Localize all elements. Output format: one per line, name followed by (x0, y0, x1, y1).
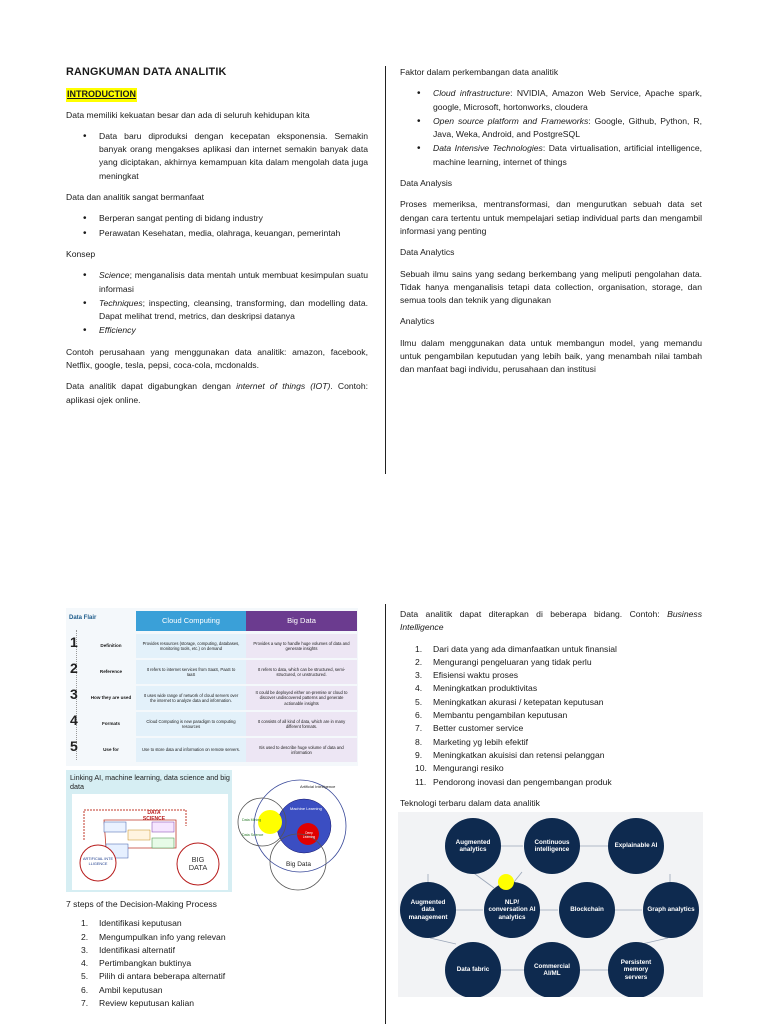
highlight-marker (498, 874, 514, 890)
iot-text (66, 380, 368, 407)
bigdata-cell: Provides a way to handle huge volumes of data and generate insights (246, 634, 357, 658)
benefit-text: Membantu pengambilan keputusan (433, 710, 568, 721)
tech-node: Commercial AI/ML (524, 942, 580, 997)
list-item (66, 297, 368, 324)
concept-text: ; inspecting, cleansing, transforming, dan modelling data. Dapat melihat trend, metrics, dan deskripsi datanya (99, 297, 368, 322)
decision-heading: 7 steps of the Decision-Making Process (66, 899, 217, 909)
row-label: Reference (99, 669, 123, 675)
decision-list (66, 917, 368, 1010)
cloud-cell: Cloud Computing is new paradigm to computing resources (136, 712, 246, 736)
tech-heading: Teknologi terbaru dalam data analitik (400, 797, 540, 808)
row-number: 5 (70, 738, 78, 754)
factors-bullets (400, 87, 702, 169)
tech-node: Continuous intelligence (524, 818, 580, 874)
factor-text: : NVIDIA, Amazon Web Service, Apache spark, google, Microsoft, hortonworks, cloudera (433, 88, 702, 112)
list-item (66, 324, 368, 337)
bigdata-cell: It refers to data, which can be structured, semi-structured, or unstructured. (246, 660, 357, 684)
step-text: Pertimbangkan buktinya (99, 958, 192, 969)
row-number: 4 (70, 712, 78, 728)
list-item: 5. Pilih di antara beberapa alternatif (81, 971, 226, 982)
row-number: 1 (70, 634, 78, 650)
list-item (66, 269, 368, 296)
list-item (400, 87, 702, 114)
factor-text: : Data virtualisation, artificial intelligence, machine learning, internet of things (433, 143, 703, 167)
concept-term: Science (99, 270, 130, 281)
cloud-cell: Provides resources (storage, computing, databases, monitoring tools, etc.) on demand (136, 634, 246, 658)
list-item: 1. Identifikasi keputusan (81, 918, 182, 929)
factor-text: : Google, Github, Python, R, Java, Weka, Android, and PostgreSQL (433, 115, 702, 140)
tech-node: Blockchain (559, 882, 615, 938)
cloud-cell: It refers to internet services from SaaS, PaaS to IaaS (136, 660, 246, 684)
concept-term: Techniques (99, 297, 143, 308)
linking-diagram-svg (66, 770, 232, 892)
list-item: 8. Marketing yg lebih efektif (415, 736, 529, 747)
benefit-text: Marketing yg lebih efektif (433, 736, 529, 747)
analytics-heading: Analytics (400, 316, 435, 327)
application-intro (400, 608, 702, 635)
list-item (400, 142, 702, 169)
list-item: • Berperan sangat penting di bidang industry (66, 212, 368, 225)
list-item: 6. Membantu pengambilan keputusan (415, 710, 568, 721)
list-item: 11. Pendorong inovasi dan pengembangan produk (415, 776, 612, 787)
tech-node: Augmented data management (400, 882, 456, 938)
list-item: 2. Mengumpulkan info yang relevan (81, 931, 226, 942)
benefit-text: Efisiensi waktu proses (433, 670, 519, 681)
process-box (152, 822, 174, 832)
companies-text: Contoh perusahaan yang menggunakan data analitik: amazon, facebook, Netflix, google, tesla, pepsi, coca-cola, mcdonalds. (66, 346, 368, 371)
cloud-cell: It uses wide range of network of cloud servers over the internet to analyze data and information. (136, 686, 246, 710)
list-item: 7. Review keputusan kalian (81, 998, 195, 1009)
factor-term: Cloud infrastructure (433, 88, 511, 99)
intro-term: Business Intelligence (400, 609, 702, 633)
step-text: Review keputusan kalian (99, 998, 195, 1009)
factor-term: Open source platform and Frameworks (433, 115, 589, 126)
venn-diagram (234, 776, 358, 892)
benefit-text: Meningkatkan produktivitas (433, 683, 538, 694)
row-label: How they are used (90, 695, 132, 701)
tech-node: Graph analytics (643, 882, 699, 938)
list-item: 9. Meningkatkan akuisisi dan retensi pelanggan (415, 749, 605, 760)
tech-node: Data fabric (445, 942, 501, 997)
list-item: 3. Efisiensi waktu proses (415, 670, 519, 681)
data-analysis-text: Proses memeriksa, mentransformasi, dan mengurutkan sebuah data set dengan cara tertentu untuk mempelajari setiap individual parts dan mengambil informasi yang penting (400, 199, 702, 236)
data-analytics-heading: Data Analytics (400, 247, 455, 258)
bigdata-cell: It could be deployed either on-premise or cloud to discover undiscovered patterns and generate actionable insights (246, 686, 357, 710)
list-item: 10. Mengurangi resiko (415, 763, 504, 774)
intro-text: Data memiliki kekuatan besar dan ada di seluruh kehidupan kita (66, 109, 310, 120)
analytics-text: Ilmu dalam menggunakan data untuk membangun model, yang memandu untuk pengambilan keputudan yang lebih baik, yang menambah nilai tambah dan manfaat bagi individu, perusahaan dan institusi (400, 337, 702, 375)
benefit-text: Meningkatkan akuisisi dan retensi pelanggan (433, 749, 605, 760)
bigdata-cell: Itis used to describe huge volume of data and information (246, 738, 357, 762)
row-label: Definition (100, 643, 122, 649)
useful-bullets (66, 212, 368, 240)
big-data-label: BIG DATA (188, 855, 208, 872)
step-text: Identifikasi keputusan (99, 918, 182, 929)
intro-bullets (66, 130, 368, 183)
benefit-text: Meningkatkan akurasi / ketepatan keputusan (433, 696, 604, 707)
column-divider-top (385, 66, 386, 474)
tech-node: Persistent memory servers (608, 942, 664, 997)
page-title: RANGKUMAN DATA ANALITIK (66, 66, 227, 78)
iot-post: . Contoh: aplikasi ojek online. (66, 381, 368, 405)
dl-venn-label: Deep Learning (302, 831, 316, 839)
right-bottom-column (400, 608, 702, 818)
cloud-cell: Use to store data and information on remote servers. (136, 738, 246, 762)
cloud-computing-header: Cloud Computing (136, 611, 246, 631)
tech-node: Explainable AI (608, 818, 664, 874)
benefit-text: Dari data yang ada dimanfaatkan untuk finansial (433, 643, 617, 654)
factors-heading: Faktor dalam perkembangan data analitik (400, 67, 559, 77)
data-analytics-text: Sebuah ilmu sains yang sedang berkembang yang meliputi pengolahan data. Tidak hanya menganalisis tetapi data collection, organisation, storage, dan semua tools dan teknik yang digunakan (400, 268, 702, 306)
big-data-venn-label: Big Data (286, 861, 311, 868)
step-text: Pilih di antara beberapa alternatif (99, 971, 226, 982)
list-item: • Perawatan Kesehatan, media, olahraga, keuangan, pemerintah (66, 227, 368, 240)
cloud-vs-bigdata-table (66, 608, 358, 766)
bigdata-cell: It consists of all kind of data, which are in many different formats. (246, 712, 357, 736)
process-box (104, 822, 126, 832)
connector-line (514, 872, 522, 882)
big-data-header: Big Data (246, 611, 357, 631)
data-science-label: DATA SCIENCE (142, 810, 166, 822)
iot-pre: Data analitik dapat digabungkan dengan (66, 381, 237, 392)
linking-ai-diagram (66, 770, 232, 892)
factor-term: Data Intensive Technologies (433, 143, 543, 154)
concept-term: Efficiency (99, 325, 136, 336)
introduction-heading: INTRODUCTION (66, 88, 137, 101)
row-number: 3 (70, 686, 78, 702)
table-row (66, 686, 358, 712)
useful-heading: Data dan analitik sangat bermanfaat (66, 192, 205, 203)
list-item: • Data baru diproduksi dengan kecepatan eksponensia. Semakin banyak orang mengakses aplikasi dan internet semakin banyak data yang diciptakan, akhirnya kemampuan kita dalam mengolah data juga meningkat (66, 130, 368, 183)
table-row (66, 712, 358, 738)
list-item: 5. Meningkatkan akurasi / ketepatan keputusan (415, 696, 604, 707)
table-row (66, 738, 358, 764)
concept-text: ; menganalisis data mentah untuk membuat kesimpulan suatu informasi (99, 270, 368, 294)
ai-venn-label: Artificial Intelligence (300, 784, 336, 789)
iot-term: internet of things (IOT) (236, 381, 331, 392)
dataflair-logo: Data Flair (69, 615, 97, 621)
step-text: Ambil keputusan (99, 984, 163, 995)
benefits-list (400, 643, 702, 789)
row-number: 2 (70, 660, 78, 676)
benefit-text: Mengurangi resiko (433, 763, 504, 774)
list-item: 7. Better customer service (415, 723, 524, 734)
intro-pre: Data analitik dapat diterapkan di beberapa bidang. Contoh: (400, 609, 668, 619)
process-box (128, 830, 150, 840)
table-row (66, 634, 358, 660)
tech-node: Augmented analytics (445, 818, 501, 874)
data-mining-venn-label: Data Mining (242, 818, 262, 822)
list-item: 2. Mengurangi pengeluaran yang tidak perlu (415, 656, 592, 667)
list-item: 4. Pertimbangkan buktinya (81, 958, 192, 969)
column-divider-bottom (385, 604, 386, 1024)
list-item: 3. Identifikasi alternatif (81, 944, 175, 955)
concept-bullets (66, 269, 368, 337)
row-label: Use for (103, 747, 119, 753)
data-analysis-heading: Data Analysis (400, 178, 453, 189)
list-item: 1. Dari data yang ada dimanfaatkan untuk finansial (415, 643, 617, 654)
left-top-column (66, 66, 368, 415)
list-item: 6. Ambil keputusan (81, 984, 163, 995)
connector-line (430, 938, 456, 944)
ml-venn-label: Machine Learning (290, 806, 322, 811)
benefit-text: Mengurangi pengeluaran yang tidak perlu (433, 656, 592, 667)
right-top-column (400, 66, 702, 385)
list-item (400, 115, 702, 142)
benefit-text: Better customer service (433, 723, 524, 734)
benefit-text: Pendorong inovasi dan pengembangan produk (433, 776, 612, 787)
data-science-venn-label: Data Science (242, 833, 264, 837)
step-text: Mengumpulkan info yang relevan (99, 931, 226, 942)
row-label: Formats (101, 721, 121, 727)
data-mining-circle (258, 810, 282, 834)
process-box (152, 838, 174, 848)
tech-trends-diagram (398, 812, 703, 997)
linking-title: Linking AI, machine learning, data science and big data (70, 773, 230, 791)
tech-node: NLP/ conversation AI analytics (484, 882, 540, 938)
step-text: Identifikasi alternatif (99, 944, 175, 955)
ai-label: ARTIFICIAL INTELLIGENCE (83, 857, 113, 866)
list-item: 4. Meningkatkan produktivitas (415, 683, 538, 694)
table-row (66, 660, 358, 686)
decision-steps (66, 898, 368, 1018)
concept-heading: Konsep (66, 248, 96, 259)
